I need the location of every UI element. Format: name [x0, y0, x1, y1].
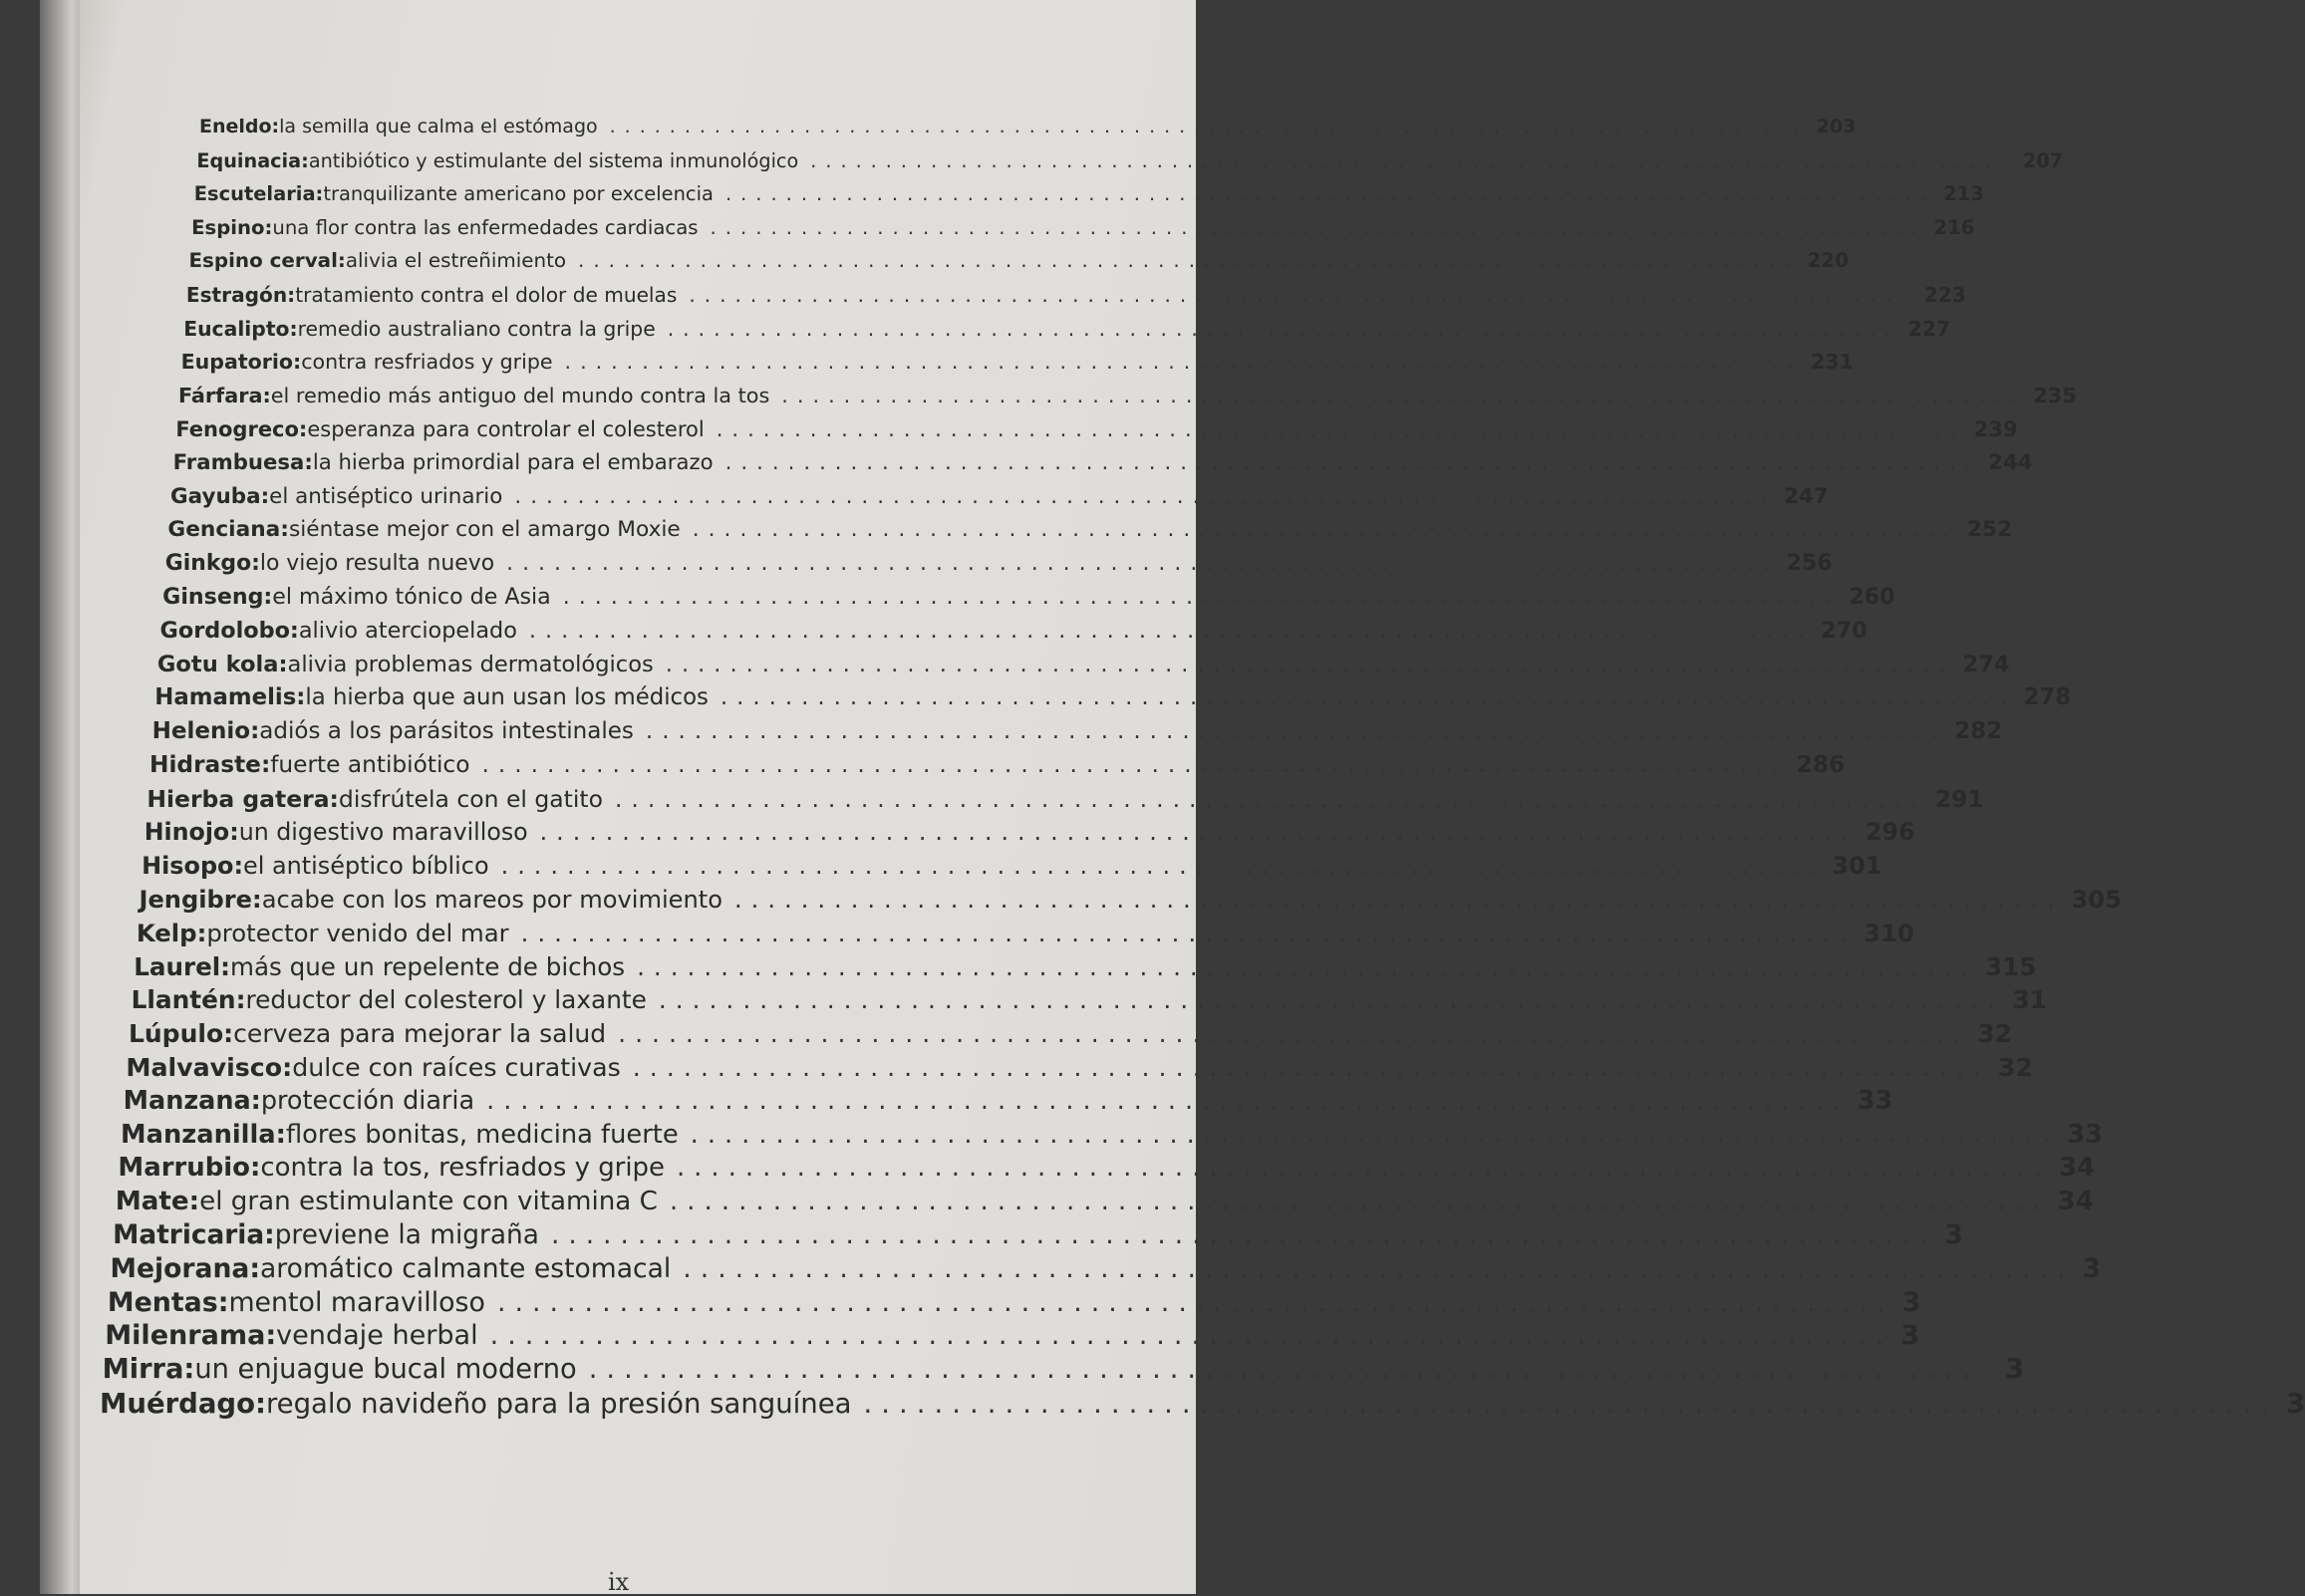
toc-entry: [105, 1320, 1920, 1354]
dot-leader: ................................................................................: [550, 1219, 1937, 1250]
toc-entry: [146, 784, 1984, 819]
toc-entry: [136, 919, 1914, 952]
entry-description: previene la migraña: [274, 1219, 539, 1250]
entry-page-number: 33: [1857, 1086, 1893, 1117]
entry-page-number: 203: [1816, 116, 1857, 137]
entry-title: Hinojo:: [144, 818, 239, 847]
dot-leader: ................................................................................: [520, 919, 1857, 948]
entry-page-number: 296: [1866, 818, 1915, 847]
dot-leader: ................................................................................: [690, 1119, 2060, 1150]
entry-description: reductor del colesterol y laxante: [245, 985, 647, 1015]
entry-page-number: 32: [1997, 1052, 2033, 1082]
entry-description: flores bonitas, medicina fuerte: [285, 1119, 679, 1150]
entry-page-number: 207: [2022, 148, 2064, 172]
toc-entry: [123, 1086, 1893, 1120]
entry-description: alivia el estreñimiento: [345, 249, 567, 273]
entry-title: Kelp:: [136, 919, 207, 948]
dot-leader: ................................................................................: [781, 383, 2026, 407]
entry-title: Eupatorio:: [180, 350, 302, 375]
entry-page-number: 315: [1985, 951, 2037, 981]
entry-page-number: 3: [1900, 1320, 1920, 1352]
dot-leader: ................................................................................: [481, 751, 1789, 779]
entry-description: alivia problemas dermatológicos: [287, 651, 654, 677]
entry-description: una flor contra las enfermedades cardiacas: [272, 215, 699, 239]
entry-title: Eneldo:: [199, 116, 280, 137]
dot-leader: ................................................................................: [578, 249, 1800, 273]
entry-title: Hisopo:: [142, 852, 244, 881]
entry-page-number: 291: [1934, 784, 1984, 813]
entry-description: la hierba primordial para el embarazo: [312, 449, 714, 475]
entry-description: regalo navideño para la presión sanguínea: [265, 1387, 852, 1420]
dot-leader: ................................................................................: [667, 316, 1900, 341]
entry-title: Milenrama:: [105, 1320, 277, 1352]
entry-page-number: 3: [2285, 1387, 2305, 1420]
entry-title: Equinacia:: [196, 148, 309, 172]
entry-page-number: 244: [1988, 449, 2033, 475]
toc-entry: [177, 383, 2077, 417]
entry-page-number: 3: [1944, 1219, 1964, 1250]
dot-leader: ................................................................................: [645, 717, 1947, 744]
dot-leader: ................................................................................: [496, 1286, 1894, 1318]
entry-page-number: 220: [1807, 249, 1849, 273]
toc-entry: [191, 215, 1975, 250]
entry-page-number: 310: [1864, 919, 1914, 948]
entry-title: Genciana:: [167, 517, 289, 543]
entry-page-number: 301: [1832, 852, 1882, 881]
entry-description: protección diaria: [260, 1086, 475, 1117]
entry-page-number: 3: [1901, 1286, 1921, 1318]
entry-page-number: 31: [2012, 985, 2047, 1015]
entry-description: siéntase mejor con el amargo Moxie: [288, 517, 681, 543]
book-page: [40, 0, 2305, 1596]
entry-description: tranquilizante americano por excelencia: [323, 182, 714, 206]
entry-title: Gotu kola:: [156, 651, 288, 677]
dot-leader: ................................................................................: [609, 116, 1809, 137]
entry-title: Gayuba:: [170, 483, 270, 509]
entry-page-number: 3: [2005, 1353, 2025, 1385]
toc-entry: [107, 1286, 1921, 1321]
entry-title: Eucalipto:: [183, 316, 298, 341]
dot-leader: ................................................................................: [720, 684, 2016, 711]
dot-leader: ................................................................................: [614, 784, 1927, 813]
dot-leader: ................................................................................: [689, 282, 1916, 307]
toc-entry: [115, 1187, 2095, 1220]
page-gutter: [40, 0, 80, 1594]
toc-entry: [118, 1153, 2096, 1187]
dot-leader: ................................................................................: [539, 818, 1859, 847]
toc-entry: [102, 1353, 2025, 1388]
dot-leader: ................................................................................: [676, 1153, 2052, 1184]
entry-title: Fárfara:: [177, 383, 271, 407]
entry-description: protector venido del mar: [206, 919, 509, 948]
entry-title: Lúpulo:: [128, 1019, 234, 1049]
entry-title: Hidraste:: [149, 751, 271, 779]
entry-title: Ginkgo:: [164, 550, 260, 576]
toc-entry: [172, 449, 2033, 484]
dot-leader: ................................................................................: [564, 350, 1804, 375]
entry-page-number: 3: [2082, 1253, 2102, 1285]
toc-entry: [193, 182, 1984, 216]
entry-description: esperanza para controlar el colesterol: [307, 416, 705, 442]
entry-page-number: 247: [1783, 483, 1829, 509]
entry-description: alivio aterciopelado: [298, 617, 517, 644]
entry-description: dulce con raíces curativas: [292, 1052, 621, 1082]
dot-leader: ................................................................................: [506, 550, 1779, 576]
entry-description: el máximo tónico de Asia: [272, 584, 551, 611]
entry-title: Gordolobo:: [159, 617, 299, 644]
entry-description: la hierba que aun usan los médicos: [305, 684, 709, 711]
entry-title: Jengibre:: [139, 885, 262, 914]
entry-title: Manzanilla:: [121, 1119, 286, 1150]
entry-description: el gran estimulante con vitamina C: [199, 1187, 658, 1216]
toc-entry: [156, 651, 2010, 685]
dot-leader: ................................................................................: [618, 1019, 1970, 1049]
toc-entry: [113, 1219, 1964, 1254]
entry-title: Mate:: [115, 1187, 200, 1216]
dot-leader: ................................................................................: [637, 951, 1978, 981]
dot-leader: ................................................................................: [669, 1187, 2050, 1216]
entry-page-number: 216: [1933, 215, 1975, 239]
entry-title: Manzana:: [123, 1086, 261, 1117]
entry-title: Fenogreco:: [175, 416, 308, 442]
entry-page-number: 278: [2023, 684, 2072, 711]
entry-title: Helenio:: [151, 717, 260, 744]
dot-leader: ................................................................................: [710, 215, 1926, 239]
entry-title: Frambuesa:: [172, 449, 313, 475]
entry-description: adiós a los parásitos intestinales: [259, 717, 634, 744]
entry-page-number: 34: [2057, 1187, 2095, 1216]
toc-entry: [134, 951, 2037, 986]
toc-entry: [180, 350, 1854, 384]
dot-leader: ................................................................................: [665, 651, 1955, 677]
entry-title: Mirra:: [102, 1353, 195, 1385]
entry-page-number: 213: [1943, 182, 1984, 206]
toc-entry: [175, 416, 2018, 450]
toc-entry: [185, 282, 1966, 317]
toc-entry: [121, 1119, 2104, 1154]
toc-entry: [196, 148, 2064, 183]
dot-leader: ................................................................................: [489, 1320, 1893, 1352]
entry-title: Llantén:: [131, 985, 246, 1015]
entry-title: Espino cerval:: [188, 249, 346, 273]
entry-title: Estragón:: [185, 282, 296, 307]
entry-title: Laurel:: [134, 951, 230, 981]
entry-title: Mejorana:: [110, 1253, 260, 1285]
entry-description: más que un repelente de bichos: [230, 951, 626, 981]
entry-page-number: 274: [1962, 651, 2010, 677]
entry-description: disfrútela con el gatito: [338, 784, 603, 813]
entry-title: Malvavisco:: [126, 1052, 293, 1082]
entry-page-number: 252: [1966, 517, 2013, 543]
entry-description: el antiséptico bíblico: [243, 852, 489, 881]
entry-page-number: 34: [2059, 1153, 2096, 1184]
dot-leader: ................................................................................: [734, 885, 2064, 914]
page-footer-number: ix: [608, 1568, 630, 1596]
entry-description: vendaje herbal: [276, 1320, 478, 1352]
entry-page-number: 33: [2067, 1119, 2104, 1150]
entry-description: lo viejo resulta nuevo: [259, 550, 495, 576]
dot-leader: ................................................................................: [692, 517, 1959, 543]
toc-entry: [162, 584, 1895, 618]
entry-description: aromático calmante estomacal: [259, 1253, 672, 1285]
entry-title: Mentas:: [107, 1286, 229, 1318]
table-of-contents: [100, 116, 2305, 1421]
entry-title: Hamamelis:: [154, 684, 306, 711]
entry-description: antibiótico y estimulante del sistema inmunológico: [308, 148, 799, 172]
toc-entry: [167, 517, 2013, 551]
dot-leader: ................................................................................: [486, 1086, 1850, 1117]
entry-page-number: 282: [1954, 717, 2003, 744]
entry-description: acabe con los mareos por movimiento: [261, 885, 723, 914]
entry-description: un enjuague bucal moderno: [194, 1353, 577, 1385]
dot-leader: ................................................................................: [588, 1353, 1998, 1385]
toc-entry: [154, 684, 2072, 718]
entry-page-number: 231: [1811, 350, 1854, 375]
entry-page-number: 235: [2033, 383, 2077, 407]
entry-title: Ginseng:: [162, 584, 273, 611]
toc-entry: [131, 985, 2047, 1019]
toc-entry: [188, 249, 1849, 283]
dot-leader: ................................................................................: [863, 1387, 2278, 1420]
dot-leader: ................................................................................: [500, 852, 1825, 881]
dot-leader: ................................................................................: [683, 1253, 2075, 1285]
entry-description: el antiséptico urinario: [269, 483, 503, 509]
entry-title: Hierba gatera:: [146, 784, 339, 813]
entry-description: contra resfriados y gripe: [301, 350, 553, 375]
entry-page-number: 305: [2071, 885, 2122, 914]
dot-leader: ................................................................................: [632, 1052, 1990, 1082]
entry-page-number: 32: [1977, 1019, 2013, 1049]
dot-leader: ................................................................................: [810, 148, 2015, 172]
toc-entry: [151, 717, 2003, 752]
dot-leader: ................................................................................: [716, 416, 1966, 442]
entry-title: Matricaria:: [113, 1219, 275, 1250]
dot-leader: ................................................................................: [658, 985, 2005, 1015]
entry-description: fuerte antibiótico: [270, 751, 470, 779]
entry-description: cerveza para mejorar la salud: [233, 1019, 607, 1049]
entry-description: la semilla que calma el estómago: [279, 116, 598, 137]
entry-title: Muérdago:: [100, 1387, 266, 1420]
entry-page-number: 223: [1923, 282, 1966, 307]
entry-description: un digestivo maravilloso: [238, 818, 528, 847]
entry-description: remedio australiano contra la gripe: [297, 316, 656, 341]
entry-title: Escutelaria:: [193, 182, 324, 206]
entry-description: el remedio más antiguo del mundo contra la tos: [270, 383, 770, 407]
toc-entry: [144, 818, 1915, 852]
toc-entry: [183, 316, 1951, 351]
entry-page-number: 227: [1907, 316, 1951, 341]
toc-entry: [139, 885, 2122, 920]
entry-title: Marrubio:: [118, 1153, 261, 1184]
entry-description: contra la tos, resfriados y gripe: [260, 1153, 665, 1184]
dot-leader: ................................................................................: [724, 182, 1936, 206]
dot-leader: ................................................................................: [528, 617, 1814, 644]
entry-page-number: 256: [1786, 550, 1833, 576]
toc-entry: [170, 483, 1829, 518]
dot-leader: ................................................................................: [562, 584, 1842, 611]
toc-entry: [164, 550, 1833, 585]
toc-entry: [110, 1253, 2102, 1287]
entry-page-number: 239: [1973, 416, 2018, 442]
toc-entry: [126, 1052, 2033, 1087]
toc-entry: [199, 116, 1857, 149]
dot-leader: ................................................................................: [724, 449, 1981, 475]
toc-entry: [149, 751, 1846, 785]
toc-entry: [100, 1387, 2305, 1422]
entry-page-number: 270: [1821, 617, 1868, 644]
entry-title: Espino:: [191, 215, 273, 239]
toc-entry: [128, 1019, 2013, 1053]
entry-page-number: 286: [1796, 751, 1846, 779]
toc-entry: [142, 852, 1882, 886]
dot-leader: ................................................................................: [514, 483, 1776, 509]
toc-entry: [159, 617, 1868, 652]
entry-description: mentol maravilloso: [228, 1286, 485, 1318]
entry-page-number: 260: [1849, 584, 1895, 611]
entry-description: tratamiento contra el dolor de muelas: [295, 282, 678, 307]
